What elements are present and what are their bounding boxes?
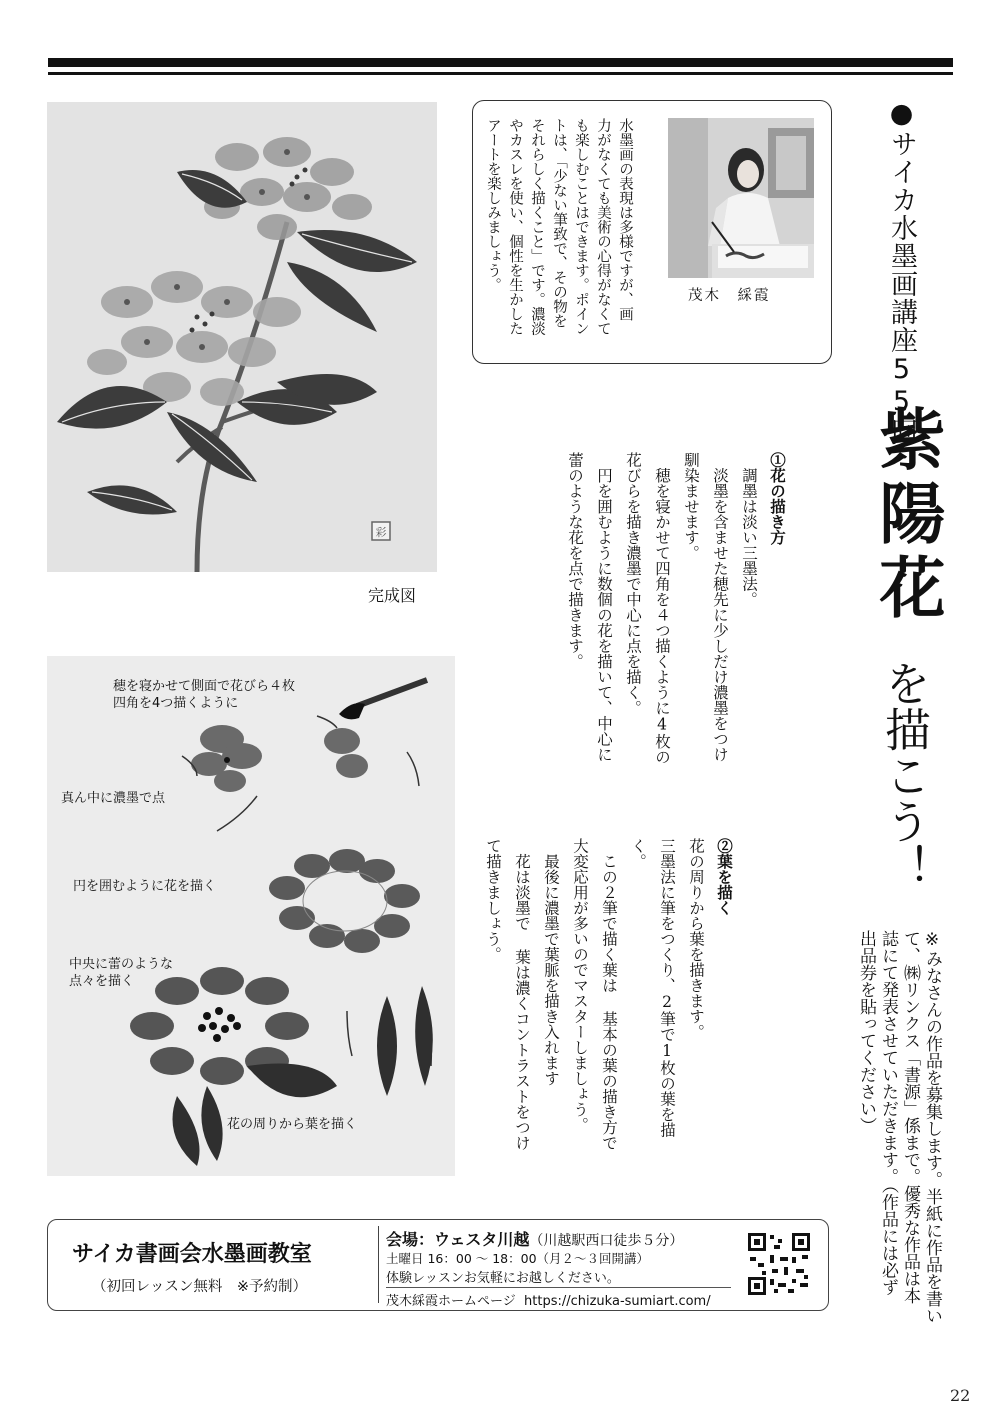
portrait-illustration bbox=[668, 118, 814, 278]
homepage-label: 茂木綵霞ホームページ bbox=[386, 1294, 516, 1309]
step4-line1: 中央に蕾のような bbox=[69, 957, 174, 972]
section2-line: 大変応用が多いのでマスターしましょう。 bbox=[571, 838, 589, 1133]
homepage-link[interactable]: https://chizuka-sumiart.com/ bbox=[524, 1294, 711, 1309]
submission-note bbox=[855, 930, 943, 1330]
note-line: 誌にて発表させていただきます。（作品には必ず bbox=[878, 930, 898, 1296]
step2-label: 真ん中に濃墨で点 bbox=[61, 791, 166, 806]
section2-heading: ②葉を描く bbox=[715, 838, 734, 916]
venue-line bbox=[386, 1227, 683, 1250]
section2-line: 花は淡墨で 葉は濃くコントラストをつけ bbox=[513, 838, 531, 1151]
step4-label bbox=[69, 956, 173, 990]
main-title: 紫陽花 bbox=[868, 405, 945, 627]
section2-line: 最後に濃墨で葉脈を描き入れます bbox=[542, 838, 560, 1086]
section1-line: 穂を寝かせて四角を４つ描くように4枚の bbox=[653, 452, 671, 765]
venue-label: 会場：ウェスタ川越 bbox=[386, 1230, 530, 1249]
section1-line: 花びらを描き濃墨で中心に点を描く。 bbox=[624, 452, 642, 716]
section1-line: 蕾のような花を点で描きます。 bbox=[566, 452, 584, 669]
section-flower-method bbox=[560, 452, 792, 812]
info-divider bbox=[378, 1226, 379, 1303]
intro-line: 力がなくても美術の心得がなくて bbox=[595, 118, 611, 336]
steps-illustration bbox=[47, 656, 455, 1176]
section2-line: 花の周りから葉を描きます。 bbox=[687, 838, 705, 1040]
artist-name: 茂木 綵霞 bbox=[688, 288, 771, 304]
seal-mark: 彩 bbox=[375, 526, 387, 539]
school-sub: （初回レッスン無料 ※予約制） bbox=[92, 1279, 308, 1295]
step3-label: 円を囲むように花を描く bbox=[73, 879, 217, 894]
intro-line: アートを楽しみましょう。 bbox=[485, 118, 501, 292]
section2-line: て描きましょう。 bbox=[484, 838, 502, 962]
section2-line: 三墨法に筆をつくり、2筆で1枚の葉を描 bbox=[658, 838, 676, 1138]
intro-line: それらしく描くこと」です。濃淡 bbox=[529, 118, 545, 336]
note-line: て、㈱リンクス「書源」係まで。優秀な作品は本 bbox=[900, 930, 920, 1304]
section1-line: 馴染ませます。 bbox=[682, 452, 700, 561]
note-line: 出品券を貼ってください） bbox=[856, 930, 876, 1134]
intro-line: も楽しむことはできます。ポイン bbox=[573, 118, 589, 336]
main-subtitle: を描こう！ bbox=[878, 660, 932, 890]
intro-line: やカスレを使い、個性を生かした bbox=[507, 118, 523, 336]
trial-lesson-note: 体験レッスンお気軽にお越しください。 bbox=[386, 1271, 620, 1286]
page-number: 22 bbox=[950, 1386, 971, 1405]
qr-code-graphic bbox=[746, 1231, 812, 1297]
step1-label bbox=[113, 678, 295, 712]
section1-heading: ①花の描き方 bbox=[768, 452, 787, 545]
steps-figure bbox=[47, 656, 455, 1176]
intro-text bbox=[482, 118, 636, 348]
series-title: ●サイカ水墨画講座55回 bbox=[886, 98, 917, 446]
qr-code-icon[interactable] bbox=[746, 1231, 812, 1297]
section2-line: この２筆で描く葉は 基本の葉の描き方で bbox=[600, 838, 618, 1151]
finished-painting bbox=[47, 102, 437, 572]
step1-line1: 穂を寝かせて側面で花びら４枚 bbox=[113, 679, 296, 694]
artist-portrait-photo bbox=[668, 118, 814, 278]
homepage-line bbox=[386, 1287, 731, 1309]
venue-note: （川越駅西口徒歩５分） bbox=[529, 1233, 684, 1249]
step5-label: 花の周りから葉を描く bbox=[227, 1117, 358, 1132]
section1-line: 円を囲むように数個の花を描いて、中心に bbox=[595, 452, 613, 762]
lesson-hours: 土曜日 16：00 ～ 18：00（月２～３回開講） bbox=[386, 1251, 650, 1266]
section1-line: 淡墨を含ませた穂先に少しだけ濃墨をつけ bbox=[711, 452, 729, 762]
section-leaf-method bbox=[478, 838, 739, 1208]
step1-line2: 四角を4つ描くように bbox=[113, 696, 239, 711]
section2-line: く。 bbox=[629, 838, 647, 869]
step4-line2: 点々を描く bbox=[69, 974, 135, 989]
note-line: ※みなさんの作品を募集します。半紙に作品を書い bbox=[922, 930, 942, 1324]
top-rule-thin bbox=[48, 72, 953, 75]
intro-line: トは、「少ない筆致で、その物を bbox=[551, 118, 567, 329]
top-rule-thick bbox=[48, 58, 953, 67]
section1-line: 調墨は淡い三墨法。 bbox=[740, 452, 758, 607]
intro-line: 水墨画の表現は多様ですが、画 bbox=[617, 118, 633, 321]
painting-caption: 完成図 bbox=[368, 586, 417, 605]
hydrangea-painting bbox=[47, 102, 437, 572]
school-name: サイカ書画会水墨画教室 bbox=[72, 1242, 312, 1267]
